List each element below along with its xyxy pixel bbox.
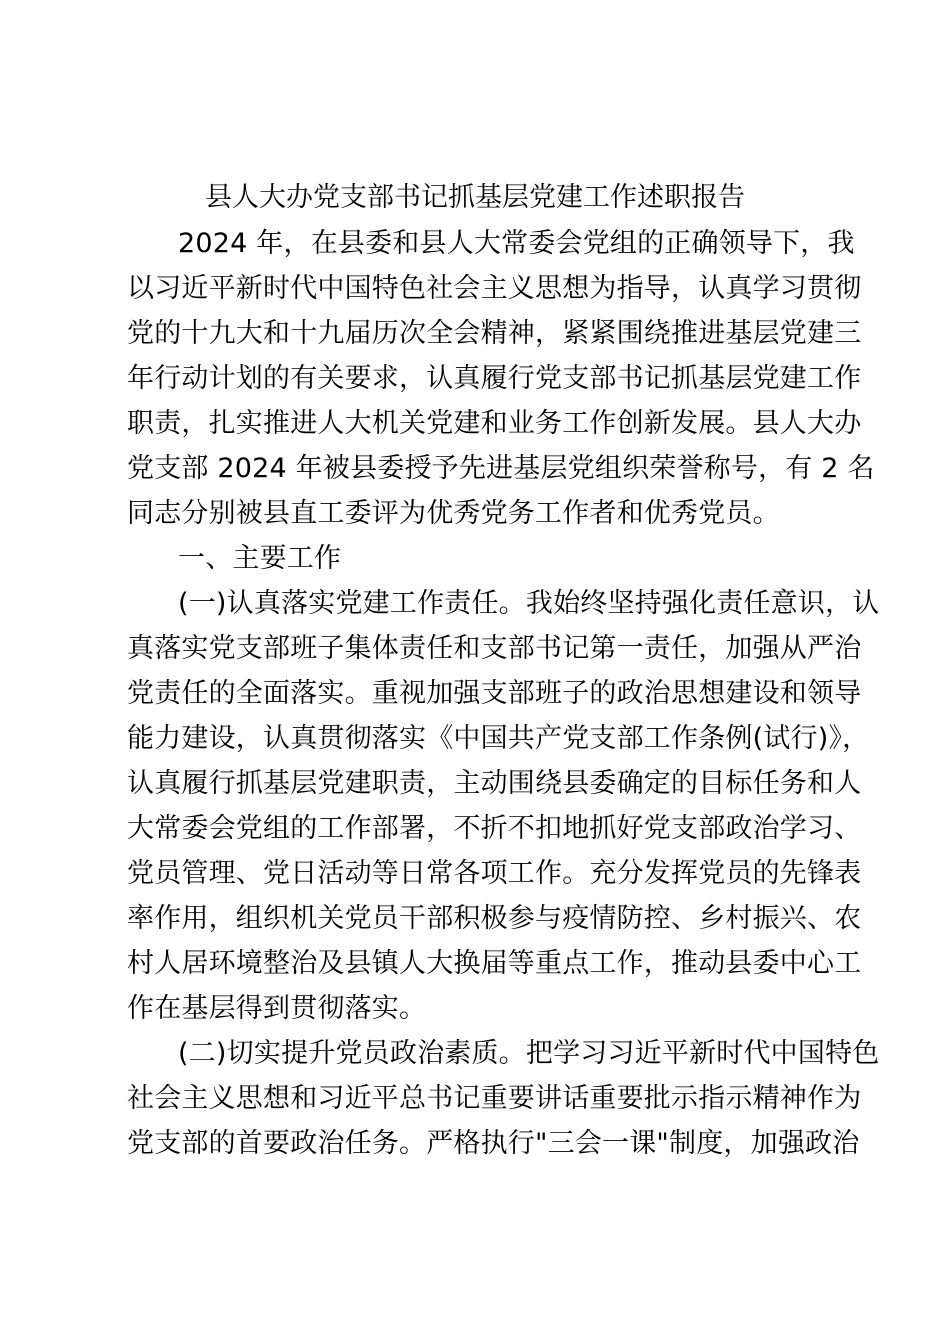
paragraph-line: 真落实党支部班子集体责任和支部书记第一责任，加强从严治 [127,633,862,664]
paragraph-line: 以习近平新时代中国特色社会主义思想为指导，认真学习贯彻 [127,273,862,304]
paragraph-line: 能力建设，认真贯彻落实《中国共产党支部工作条例(试行)》， [127,723,870,754]
paragraph-line: 党的十九大和十九届历次全会精神，紧紧围绕推进基层党建三 [127,318,862,349]
paragraph-line: 社会主义思想和习近平总书记重要讲话重要批示指示精神作为 [127,1083,862,1114]
paragraph-line: 党支部 2024 年被县委授予先进基层党组织荣誉称号，有 2 名 [127,453,875,484]
paragraph-line: 村人居环境整治及县镇人大换届等重点工作，推动县委中心工 [127,948,862,979]
paragraph-line: 党支部的首要政治任务。严格执行"三会一课"制度，加强政治 [127,1128,860,1159]
paragraph-line: 党员管理、党日活动等日常各项工作。充分发挥党员的先锋表 [127,858,862,889]
section-heading: 一、主要工作 [178,543,342,574]
paragraph-line: (一)认真落实党建工作责任。我始终坚持强化责任意识，认 [178,588,880,619]
paragraph-line: (二)切实提升党员政治素质。把学习习近平新时代中国特色 [178,1038,880,1069]
paragraph-line: 大常委会党组的工作部署，不折不扣地抓好党支部政治学习、 [127,813,862,844]
paragraph-line: 2024 年，在县委和县人大常委会党组的正确领导下，我 [178,228,855,259]
paragraph-line: 同志分别被县直工委评为优秀党务工作者和优秀党员。 [127,498,780,529]
paragraph-line: 作在基层得到贯彻落实。 [127,993,427,1024]
paragraph-line: 年行动计划的有关要求，认真履行党支部书记抓基层党建工作 [127,363,862,394]
document-title: 县人大办党支部书记抓基层党建工作述职报告 [205,182,745,213]
paragraph-line: 认真履行抓基层党建职责，主动围绕县委确定的目标任务和人 [127,768,862,799]
paragraph-line: 率作用，组织机关党员干部积极参与疫情防控、乡村振兴、农 [127,903,862,934]
paragraph-line: 党责任的全面落实。重视加强支部班子的政治思想建设和领导 [127,678,862,709]
paragraph-line: 职责，扎实推进人大机关党建和业务工作创新发展。县人大办 [127,408,862,439]
